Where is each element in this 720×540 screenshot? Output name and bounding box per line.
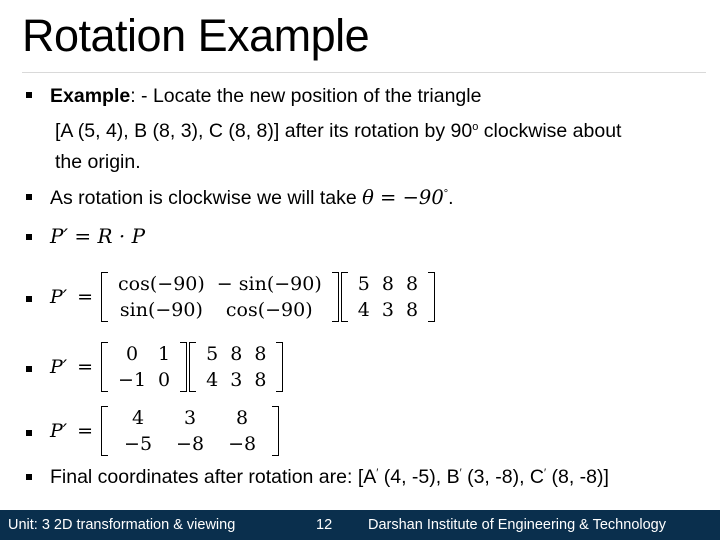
matrix-cell: 5 — [206, 343, 219, 365]
matrix-cell: −5 — [124, 433, 153, 455]
matrix-cell: 4 — [206, 369, 219, 391]
rotation-matrix-numeric — [101, 342, 187, 392]
matrix-cell: 3 — [184, 407, 197, 429]
equals-sign: = — [77, 356, 94, 378]
prime-mark: ′ — [376, 467, 379, 479]
matrix-cell: 3 — [230, 369, 243, 391]
final-a: (4, -5), B — [378, 466, 460, 488]
equation-p-rp: P′ = R · P — [50, 224, 146, 248]
matrix-cell: sin(−90) — [119, 299, 203, 321]
matrix-cell: 4 — [131, 407, 145, 429]
footer-page-number: 12 — [316, 517, 333, 533]
example-label: Example — [50, 85, 131, 107]
slide-title: Rotation Example — [22, 10, 370, 61]
matrix-cell: 8 — [230, 343, 243, 365]
matrix-cell: 8 — [405, 299, 419, 321]
points-matrix — [189, 342, 283, 392]
matrix-cell: cos(−90) — [118, 273, 205, 295]
bullet-marker — [26, 474, 32, 480]
equation-lhs: P′ — [50, 420, 68, 442]
matrix-cell: 1 — [158, 343, 171, 365]
rotation-matrix — [101, 272, 339, 322]
final-c: (8, -8)] — [546, 466, 609, 488]
bullet-marker — [26, 296, 32, 302]
clockwise-text: clockwise about — [478, 120, 622, 142]
final-b: (3, -8), C — [461, 466, 545, 488]
bullet-marker — [26, 234, 32, 240]
final-coordinates-line — [50, 466, 609, 489]
theta-text: As rotation is clockwise we will take — [50, 187, 363, 209]
example-line-2 — [55, 120, 621, 143]
matrix-cell: −8 — [176, 433, 205, 455]
matrix-cell: 4 — [357, 299, 370, 321]
bullet-marker — [26, 92, 32, 98]
equals-sign: = — [77, 420, 94, 442]
equation-lhs: P′ — [50, 356, 68, 378]
bullet-marker — [26, 194, 32, 200]
theta-degree: ° — [443, 188, 449, 200]
matrix-cell: − sin(−90) — [216, 273, 322, 295]
matrix-cell: −8 — [228, 433, 257, 455]
bullet-marker — [26, 430, 32, 436]
matrix-cell: 0 — [158, 369, 171, 391]
prime-mark: ′ — [544, 467, 547, 479]
equals-sign: = — [77, 286, 94, 308]
matrix-cell: 5 — [357, 273, 370, 295]
example-line — [50, 85, 481, 108]
matrix-cell: 0 — [125, 343, 139, 365]
result-matrix — [101, 406, 279, 456]
equation-rotation-symbolic — [50, 272, 437, 322]
points-text: [A (5, 4), B (8, 3), C (8, 8)] after its rotation by 90 — [55, 120, 473, 142]
prime-mark: ′ — [459, 467, 462, 479]
footer-unit: Unit: 3 2D transformation & viewing — [8, 517, 236, 533]
footer-institute: Darshan Institute of Engineering & Technology — [368, 517, 666, 533]
matrix-cell: 3 — [381, 299, 394, 321]
matrix-cell: −1 — [118, 369, 147, 391]
matrix-cell: 8 — [236, 407, 249, 429]
theta-line — [50, 186, 454, 210]
matrix-cell: cos(−90) — [225, 299, 313, 321]
matrix-cell: 8 — [405, 273, 419, 295]
bullet-marker — [26, 366, 32, 372]
matrix-cell: 8 — [381, 273, 394, 295]
final-text: Final coordinates after rotation are: [A — [50, 466, 377, 488]
theta-math: θ = −90 — [362, 186, 444, 209]
points-matrix — [341, 272, 435, 322]
slide-footer — [0, 510, 720, 540]
title-divider — [22, 72, 706, 73]
equation-result — [50, 406, 281, 456]
degree-superscript: o — [472, 121, 479, 133]
matrix-cell: 8 — [254, 369, 267, 391]
example-text: : - Locate the new position of the triangle — [130, 85, 482, 107]
equation-rotation-numeric — [50, 342, 285, 392]
equation-lhs: P′ — [50, 286, 68, 308]
example-line-3: the origin. — [55, 151, 141, 173]
theta-period: . — [448, 187, 454, 209]
matrix-cell: 8 — [254, 343, 267, 365]
